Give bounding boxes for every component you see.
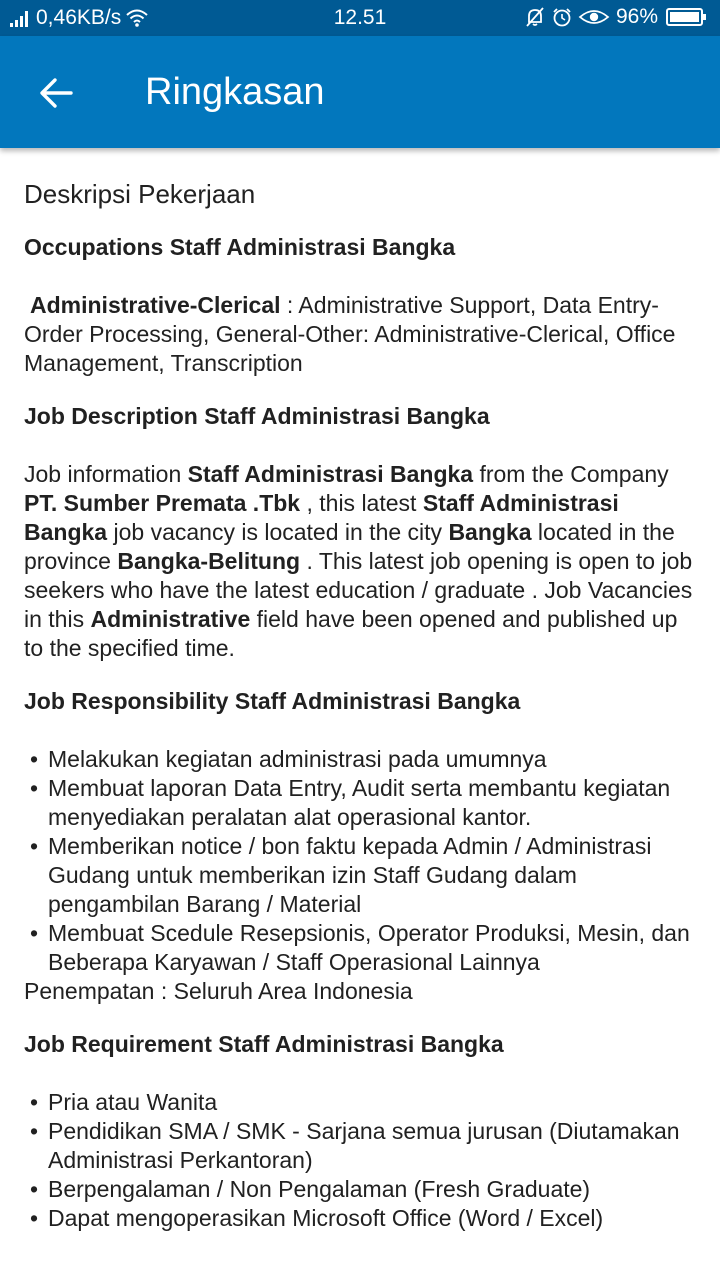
desc-text-4: job vacancy is located in the city <box>107 519 449 545</box>
list-item: • Berpengalaman / Non Pengalaman (Fresh Graduate) <box>24 1175 700 1204</box>
eye-icon <box>578 7 610 27</box>
app-bar <box>0 36 720 148</box>
placement-text: Penempatan : Seluruh Area Indonesia <box>24 978 413 1004</box>
job-description-paragraph <box>24 460 700 663</box>
list-item: • Melakukan kegiatan administrasi pada umumnya <box>24 745 700 774</box>
network-speed: 0,46KB/s <box>36 6 122 29</box>
job-summary-content <box>24 170 700 1233</box>
status-right <box>524 5 708 29</box>
back-arrow-icon[interactable] <box>38 75 74 111</box>
desc-text-3: , this latest <box>300 490 423 516</box>
desc-text-7: field have been opened and published up to the specified time. <box>24 606 678 661</box>
occupations-paragraph <box>24 291 700 378</box>
battery-level: 96% <box>615 5 658 28</box>
battery-icon <box>666 7 708 27</box>
page-title: Ringkasan <box>145 71 325 113</box>
list-item: • Membuat laporan Data Entry, Audit serta membantu kegiatan menyediakan peralatan alat operasional kantor. <box>24 774 700 832</box>
status-time: 12.51 <box>333 6 387 29</box>
desc-job-title: Staff Administrasi Bangka <box>187 461 474 487</box>
occupations-category: Administrative-Clerical <box>30 292 281 318</box>
bell-muted-icon <box>524 6 546 28</box>
occupations-title: Occupations Staff Administrasi Bangka <box>24 234 456 260</box>
occupations-text: : Administrative Support, Data Entry-Order Processing, General-Other: Administrative-Clerical, Office Management, Transcription <box>24 292 676 376</box>
desc-company: PT. Sumber Premata .Tbk <box>24 490 301 516</box>
requirement-list <box>24 1088 700 1233</box>
desc-text-2: from the Company <box>473 461 669 487</box>
desc-job-title-2: Staff Administrasi Bangka <box>24 490 619 545</box>
desc-text-1: Job information <box>24 461 188 487</box>
job-responsibility-title: Job Responsibility Staff Administrasi Bangka <box>24 688 521 714</box>
job-description-title: Job Description Staff Administrasi Bangka <box>24 403 490 429</box>
list-item: • Dapat mengoperasikan Microsoft Office (Word / Excel) <box>24 1204 700 1233</box>
desc-city: Bangka <box>448 519 532 545</box>
desc-text-6: . This latest job opening is open to job seekers who have the latest education / graduate . Job Vacancies in this <box>24 548 693 632</box>
list-item: • Memberikan notice / bon faktu kepada Admin / Administrasi Gudang untuk memberikan izin Staff Gudang dalam pengambilan Barang / Material <box>24 832 700 919</box>
description-heading: Deskripsi Pekerjaan <box>24 179 256 209</box>
responsibility-list <box>24 745 700 977</box>
desc-field: Administrative <box>90 606 251 632</box>
list-item: • Pendidikan SMA / SMK - Sarjana semua jurusan (Diutamakan Administrasi Perkantoran) <box>24 1117 700 1175</box>
alarm-icon <box>551 6 573 28</box>
desc-province: Bangka-Belitung <box>117 548 301 574</box>
list-item: • Pria atau Wanita <box>24 1088 700 1117</box>
list-item: • Membuat Scedule Resepsionis, Operator Produksi, Mesin, dan Beberapa Karyawan / Staff Operasional Lainnya <box>24 919 700 977</box>
desc-text-5: located in the province <box>24 519 675 574</box>
job-requirement-title: Job Requirement Staff Administrasi Bangka <box>24 1031 504 1057</box>
status-bar <box>0 0 720 36</box>
